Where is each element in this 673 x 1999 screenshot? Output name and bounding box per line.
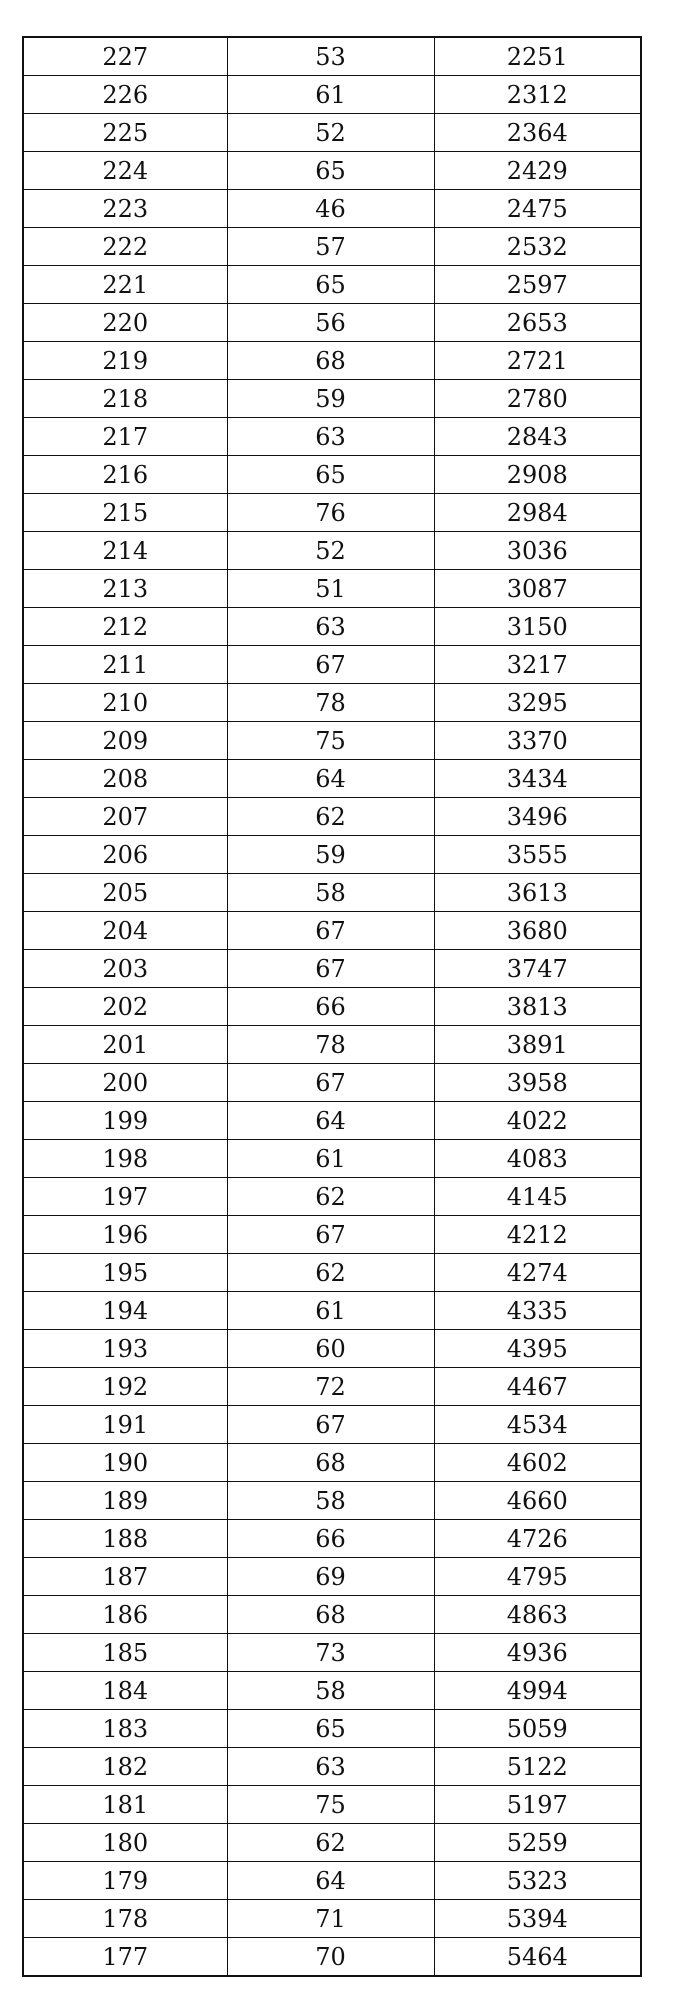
cumulative-cell: 4022 — [434, 1102, 641, 1140]
table-row — [23, 1102, 641, 1140]
table-row — [23, 418, 641, 456]
cumulative-cell: 3087 — [434, 570, 641, 608]
score-cell: 213 — [23, 570, 227, 608]
table-row — [23, 874, 641, 912]
score-cell: 183 — [23, 1710, 227, 1748]
cumulative-cell: 3295 — [434, 684, 641, 722]
count-cell: 51 — [227, 570, 434, 608]
score-cell: 202 — [23, 988, 227, 1026]
table-row — [23, 304, 641, 342]
score-cell: 200 — [23, 1064, 227, 1102]
table-row — [23, 456, 641, 494]
table-row — [23, 76, 641, 114]
score-cell: 182 — [23, 1748, 227, 1786]
count-cell: 61 — [227, 76, 434, 114]
count-cell: 65 — [227, 1710, 434, 1748]
score-cell: 201 — [23, 1026, 227, 1064]
score-cell: 186 — [23, 1596, 227, 1634]
table-row — [23, 1406, 641, 1444]
score-cell: 184 — [23, 1672, 227, 1710]
score-cell: 218 — [23, 380, 227, 418]
cumulative-cell: 3813 — [434, 988, 641, 1026]
count-cell: 63 — [227, 608, 434, 646]
count-cell: 62 — [227, 1254, 434, 1292]
score-cell: 215 — [23, 494, 227, 532]
table-row — [23, 1482, 641, 1520]
table-row — [23, 1026, 641, 1064]
table-row — [23, 342, 641, 380]
table-row — [23, 1064, 641, 1102]
table-row — [23, 1748, 641, 1786]
table-row — [23, 1672, 641, 1710]
table-row — [23, 1710, 641, 1748]
cumulative-cell: 4602 — [434, 1444, 641, 1482]
table-row — [23, 1444, 641, 1482]
table-row — [23, 760, 641, 798]
count-cell: 59 — [227, 836, 434, 874]
count-cell: 70 — [227, 1938, 434, 1977]
table-row — [23, 37, 641, 76]
cumulative-cell: 5394 — [434, 1900, 641, 1938]
table-row — [23, 836, 641, 874]
table-row — [23, 1140, 641, 1178]
cumulative-cell: 5197 — [434, 1786, 641, 1824]
score-cell: 180 — [23, 1824, 227, 1862]
score-cell: 222 — [23, 228, 227, 266]
count-cell: 58 — [227, 874, 434, 912]
count-cell: 65 — [227, 152, 434, 190]
cumulative-cell: 2429 — [434, 152, 641, 190]
table-row — [23, 266, 641, 304]
table-row — [23, 684, 641, 722]
count-cell: 78 — [227, 1026, 434, 1064]
cumulative-cell: 3613 — [434, 874, 641, 912]
score-cell: 226 — [23, 76, 227, 114]
score-cell: 178 — [23, 1900, 227, 1938]
cumulative-cell: 4212 — [434, 1216, 641, 1254]
score-cell: 204 — [23, 912, 227, 950]
count-cell: 52 — [227, 532, 434, 570]
score-cell: 212 — [23, 608, 227, 646]
cumulative-cell: 2597 — [434, 266, 641, 304]
score-cell: 217 — [23, 418, 227, 456]
cumulative-cell: 3958 — [434, 1064, 641, 1102]
score-cell: 181 — [23, 1786, 227, 1824]
count-cell: 67 — [227, 1216, 434, 1254]
count-cell: 67 — [227, 1406, 434, 1444]
cumulative-cell: 4936 — [434, 1634, 641, 1672]
score-cell: 193 — [23, 1330, 227, 1368]
table-row — [23, 1938, 641, 1977]
table-row — [23, 1216, 641, 1254]
score-cell: 195 — [23, 1254, 227, 1292]
count-cell: 67 — [227, 1064, 434, 1102]
table-row — [23, 1596, 641, 1634]
cumulative-cell: 3217 — [434, 646, 641, 684]
table-row — [23, 152, 641, 190]
count-cell: 73 — [227, 1634, 434, 1672]
score-cell: 190 — [23, 1444, 227, 1482]
count-cell: 66 — [227, 1520, 434, 1558]
count-cell: 75 — [227, 722, 434, 760]
cumulative-cell: 4660 — [434, 1482, 641, 1520]
score-cell: 197 — [23, 1178, 227, 1216]
table-row — [23, 722, 641, 760]
cumulative-cell: 4863 — [434, 1596, 641, 1634]
count-cell: 59 — [227, 380, 434, 418]
cumulative-cell: 2721 — [434, 342, 641, 380]
table-row — [23, 1178, 641, 1216]
count-cell: 52 — [227, 114, 434, 152]
table-row — [23, 1368, 641, 1406]
count-cell: 46 — [227, 190, 434, 228]
count-cell: 56 — [227, 304, 434, 342]
count-cell: 53 — [227, 37, 434, 76]
score-cell: 194 — [23, 1292, 227, 1330]
count-cell: 64 — [227, 760, 434, 798]
cumulative-cell: 3370 — [434, 722, 641, 760]
cumulative-cell: 4534 — [434, 1406, 641, 1444]
count-cell: 63 — [227, 1748, 434, 1786]
cumulative-cell: 2908 — [434, 456, 641, 494]
score-cell: 185 — [23, 1634, 227, 1672]
score-cell: 206 — [23, 836, 227, 874]
count-cell: 61 — [227, 1140, 434, 1178]
cumulative-cell: 4083 — [434, 1140, 641, 1178]
count-cell: 58 — [227, 1672, 434, 1710]
table-row — [23, 228, 641, 266]
count-cell: 72 — [227, 1368, 434, 1406]
cumulative-cell: 4395 — [434, 1330, 641, 1368]
cumulative-cell: 5464 — [434, 1938, 641, 1977]
table-row — [23, 114, 641, 152]
score-cell: 205 — [23, 874, 227, 912]
table-row — [23, 570, 641, 608]
cumulative-cell: 2984 — [434, 494, 641, 532]
count-cell: 65 — [227, 266, 434, 304]
score-cell: 198 — [23, 1140, 227, 1178]
count-cell: 64 — [227, 1102, 434, 1140]
cumulative-cell: 5059 — [434, 1710, 641, 1748]
table-row — [23, 1862, 641, 1900]
score-cell: 187 — [23, 1558, 227, 1596]
table-row — [23, 1786, 641, 1824]
cumulative-cell: 4726 — [434, 1520, 641, 1558]
score-cell: 219 — [23, 342, 227, 380]
table-row — [23, 1558, 641, 1596]
table-row — [23, 380, 641, 418]
score-cell: 214 — [23, 532, 227, 570]
document-page — [22, 36, 640, 1977]
cumulative-cell: 3680 — [434, 912, 641, 950]
score-table-body — [23, 37, 641, 1976]
cumulative-cell: 2780 — [434, 380, 641, 418]
count-cell: 71 — [227, 1900, 434, 1938]
cumulative-cell: 2843 — [434, 418, 641, 456]
table-row — [23, 190, 641, 228]
cumulative-cell: 5122 — [434, 1748, 641, 1786]
count-cell: 68 — [227, 342, 434, 380]
score-cell: 211 — [23, 646, 227, 684]
score-cell: 196 — [23, 1216, 227, 1254]
table-row — [23, 1330, 641, 1368]
table-row — [23, 912, 641, 950]
count-cell: 58 — [227, 1482, 434, 1520]
cumulative-cell: 2251 — [434, 37, 641, 76]
table-row — [23, 1520, 641, 1558]
cumulative-cell: 2532 — [434, 228, 641, 266]
count-cell: 67 — [227, 646, 434, 684]
count-cell: 68 — [227, 1444, 434, 1482]
table-row — [23, 646, 641, 684]
cumulative-cell: 4274 — [434, 1254, 641, 1292]
cumulative-cell: 3434 — [434, 760, 641, 798]
score-cell: 199 — [23, 1102, 227, 1140]
count-cell: 78 — [227, 684, 434, 722]
count-cell: 65 — [227, 456, 434, 494]
table-row — [23, 950, 641, 988]
count-cell: 61 — [227, 1292, 434, 1330]
cumulative-cell: 3036 — [434, 532, 641, 570]
cumulative-cell: 3496 — [434, 798, 641, 836]
table-row — [23, 1254, 641, 1292]
score-cell: 189 — [23, 1482, 227, 1520]
cumulative-cell: 2364 — [434, 114, 641, 152]
cumulative-cell: 4467 — [434, 1368, 641, 1406]
table-row — [23, 1292, 641, 1330]
cumulative-cell: 4994 — [434, 1672, 641, 1710]
count-cell: 67 — [227, 912, 434, 950]
score-cell: 225 — [23, 114, 227, 152]
count-cell: 62 — [227, 798, 434, 836]
score-cell: 221 — [23, 266, 227, 304]
count-cell: 60 — [227, 1330, 434, 1368]
count-cell: 76 — [227, 494, 434, 532]
table-row — [23, 798, 641, 836]
count-cell: 57 — [227, 228, 434, 266]
score-cell: 227 — [23, 37, 227, 76]
score-cell: 192 — [23, 1368, 227, 1406]
score-cell: 177 — [23, 1938, 227, 1977]
score-cell: 220 — [23, 304, 227, 342]
table-row — [23, 988, 641, 1026]
cumulative-cell: 5259 — [434, 1824, 641, 1862]
cumulative-cell: 3891 — [434, 1026, 641, 1064]
score-cell: 179 — [23, 1862, 227, 1900]
score-table — [22, 36, 642, 1977]
table-row — [23, 1824, 641, 1862]
count-cell: 62 — [227, 1824, 434, 1862]
score-cell: 191 — [23, 1406, 227, 1444]
count-cell: 75 — [227, 1786, 434, 1824]
count-cell: 66 — [227, 988, 434, 1026]
count-cell: 69 — [227, 1558, 434, 1596]
score-cell: 188 — [23, 1520, 227, 1558]
score-cell: 203 — [23, 950, 227, 988]
table-row — [23, 608, 641, 646]
count-cell: 68 — [227, 1596, 434, 1634]
count-cell: 64 — [227, 1862, 434, 1900]
cumulative-cell: 5323 — [434, 1862, 641, 1900]
cumulative-cell: 4795 — [434, 1558, 641, 1596]
score-cell: 224 — [23, 152, 227, 190]
cumulative-cell: 4335 — [434, 1292, 641, 1330]
score-cell: 216 — [23, 456, 227, 494]
table-row — [23, 1900, 641, 1938]
table-row — [23, 494, 641, 532]
cumulative-cell: 2312 — [434, 76, 641, 114]
cumulative-cell: 3747 — [434, 950, 641, 988]
count-cell: 67 — [227, 950, 434, 988]
score-cell: 223 — [23, 190, 227, 228]
cumulative-cell: 3150 — [434, 608, 641, 646]
count-cell: 63 — [227, 418, 434, 456]
score-cell: 209 — [23, 722, 227, 760]
cumulative-cell: 3555 — [434, 836, 641, 874]
cumulative-cell: 2475 — [434, 190, 641, 228]
cumulative-cell: 2653 — [434, 304, 641, 342]
table-row — [23, 532, 641, 570]
score-cell: 207 — [23, 798, 227, 836]
table-row — [23, 1634, 641, 1672]
count-cell: 62 — [227, 1178, 434, 1216]
score-cell: 208 — [23, 760, 227, 798]
cumulative-cell: 4145 — [434, 1178, 641, 1216]
score-cell: 210 — [23, 684, 227, 722]
